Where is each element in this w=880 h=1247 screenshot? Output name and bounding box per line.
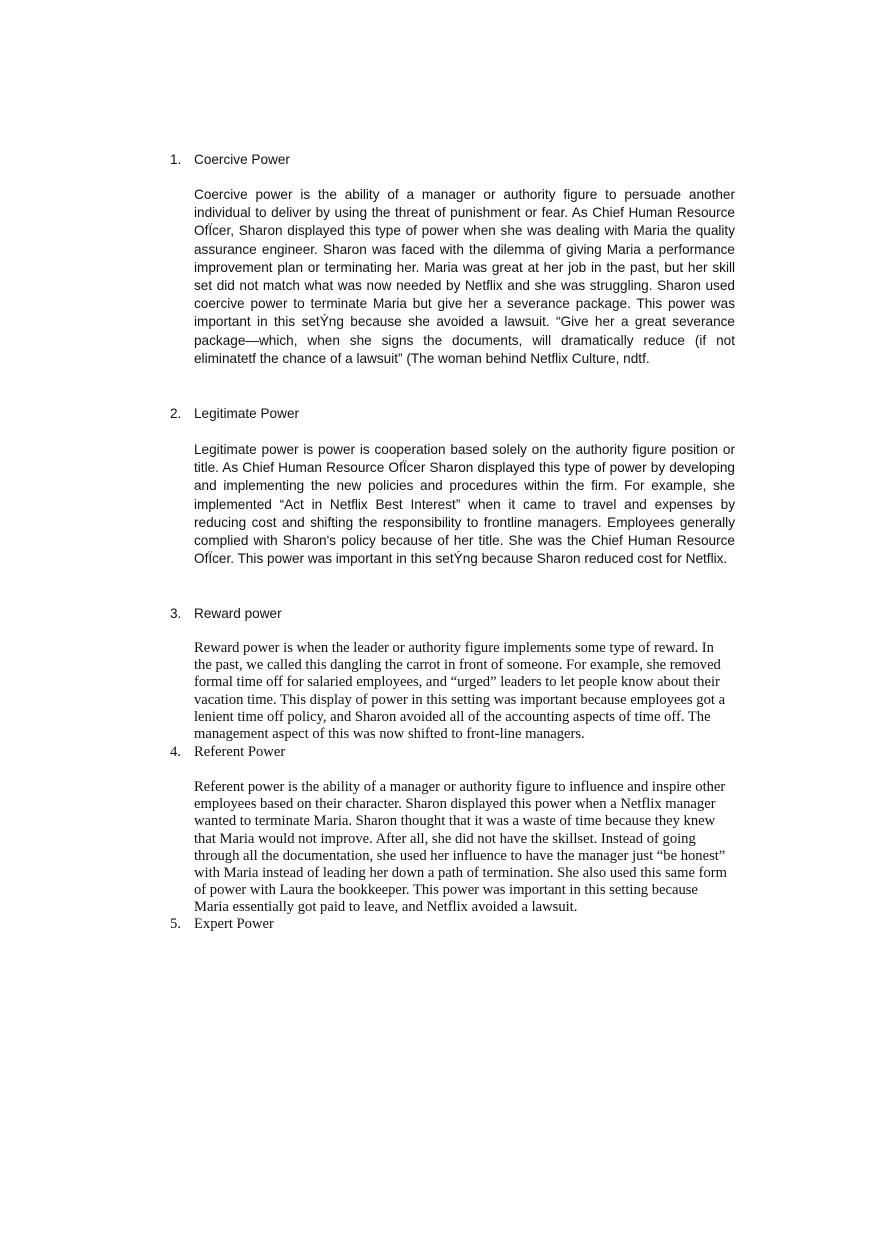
list-number: 5.: [170, 916, 181, 932]
section-body: Reward power is when the leader or authority figure implements some type of reward. In the past, we called this dangling the carrot in front of someone. For example, she removed formal time off for salaried employees, and “urged” leaders to let people know about their vacation time. This display of power in this setting was important because employees got a lenient time off policy, and Sharon avoided all of the accounting aspects of time off. The management aspect of this was now shifted to front-line managers.: [194, 640, 726, 743]
section-expert-power: [170, 916, 735, 936]
section-referent-power: [170, 744, 735, 919]
section-heading: Expert Power: [194, 916, 274, 932]
section-heading: Referent Power: [194, 744, 286, 760]
section-legitimate-power: [170, 405, 735, 590]
section-body: Coercive power is the ability of a manager or authority figure to persuade another individual to deliver by using the threat of punishment or fear. As Chief Human Resource OfÏcer, Sharon displayed this type of power when she was dealing with Maria the quality assurance engineer. Sharon was faced with the dilemma of giving Maria a performance improvement plan or terminating her. Maria was great at her job in the past, but her skill set did not match what was now needed by Netflix and she was struggling. Sharon used coercive power to terminate Maria but give her a severance package. This power was important in this setÝng because she avoided a lawsuit. “Give her a great severance package—which, when she signs the documents, will dramatically reduce (if not eliminatetf the chance of a lawsuit” (The woman behind Netflix Culture, ndtf.: [194, 187, 735, 366]
section-heading: Reward power: [194, 606, 282, 621]
section-coercive-power: [170, 151, 735, 391]
list-number: 3.: [170, 606, 182, 621]
list-number: 2.: [170, 406, 182, 421]
section-heading: Coercive Power: [194, 152, 290, 167]
list-number: 4.: [170, 744, 181, 760]
section-body: Referent power is the ability of a manager or authority figure to influence and inspire other employees based on their character. Sharon displayed this power when a Netflix manager wanted to terminate Maria. Sharon thought that it was a waste of time because they knew that Maria would not improve. After all, she did not have the skillset. Instead of going through all the documentation, she used her influence to have the manager just “be honest” with Maria instead of leading her down a path of termination. She also used this same form of power with Laura the bookkeeper. This power was important in this setting because Maria essentially got paid to leave, and Netflix avoided a lawsuit.: [194, 779, 727, 916]
section-reward-power: [170, 605, 735, 745]
list-number: 1.: [170, 152, 182, 167]
section-heading: Legitimate Power: [194, 406, 300, 421]
section-body: Legitimate power is power is cooperation based solely on the authority figure position or title. As Chief Human Resource OfÏcer Sharon displayed this type of power by developing and implementing the new policies and procedures within the firm. For example, she implemented “Act in Netflix Best Interest” when it came to travel and expenses by reducing cost and shifting the responsibility to frontline managers. Employees generally complied with Sharon's policy because of her title. She was the Chief Human Resource OfÏcer. This power was important in this setÝng because Sharon reduced cost for Netflix.: [194, 442, 735, 567]
